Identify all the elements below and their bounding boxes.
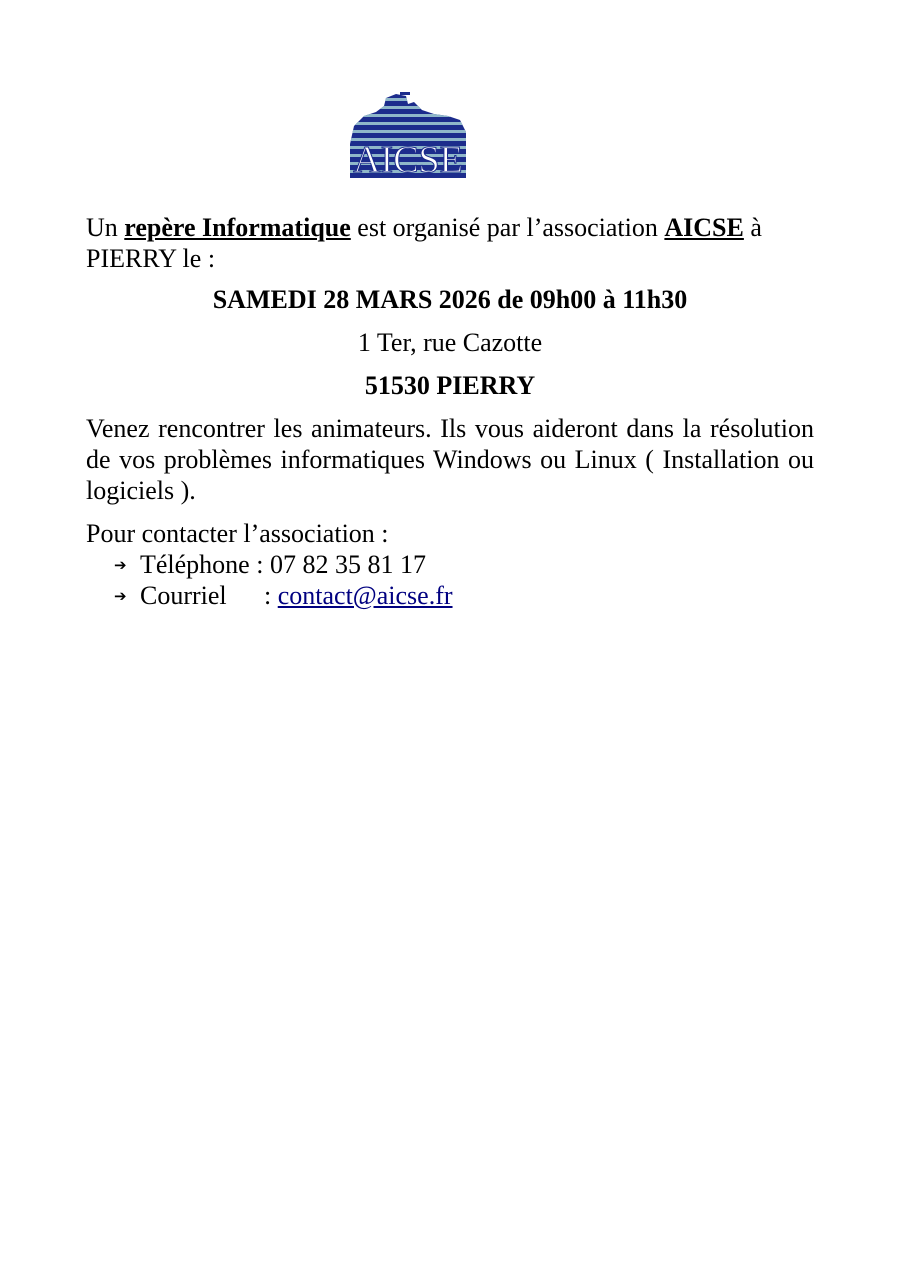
contact-heading: Pour contacter l’association :: [86, 519, 389, 548]
event-date: SAMEDI 28 MARS 2026 de 09h00 à 11h30: [212, 285, 688, 314]
intro-paragraph: Un repère Informatique est organisé par l’association AICSE à PIERRY le :: [86, 213, 762, 273]
contact-email-item: ➔ Courriel : contact@aicse.fr: [114, 581, 453, 610]
description-paragraph: Venez rencontrer les animateurs. Ils vous aideront dans la résolution de vos problèmes informatiques Windows ou Linux ( Installation ou logiciels ).: [86, 414, 814, 505]
event-city: 51530 PIERRY: [364, 371, 536, 400]
event-street: 1 Ter, rue Cazotte: [357, 328, 543, 357]
contact-phone-item: ➔ Téléphone : 07 82 35 81 17: [114, 550, 426, 579]
aicse-logo: [348, 92, 468, 180]
organization-name: AICSE: [664, 213, 744, 242]
phone-label: Téléphone: [140, 550, 250, 579]
contact-list: [86, 549, 814, 611]
arrow-right-icon: ➔: [114, 587, 127, 605]
logo-text: AICSE: [353, 139, 463, 180]
flyer-body: [86, 212, 814, 611]
arrow-right-icon: ➔: [114, 556, 127, 574]
email-label: Courriel: [140, 581, 227, 610]
email-link[interactable]: contact@aicse.fr: [277, 581, 453, 610]
event-name: repère Informatique: [124, 213, 351, 242]
phone-value: 07 82 35 81 17: [269, 550, 426, 579]
